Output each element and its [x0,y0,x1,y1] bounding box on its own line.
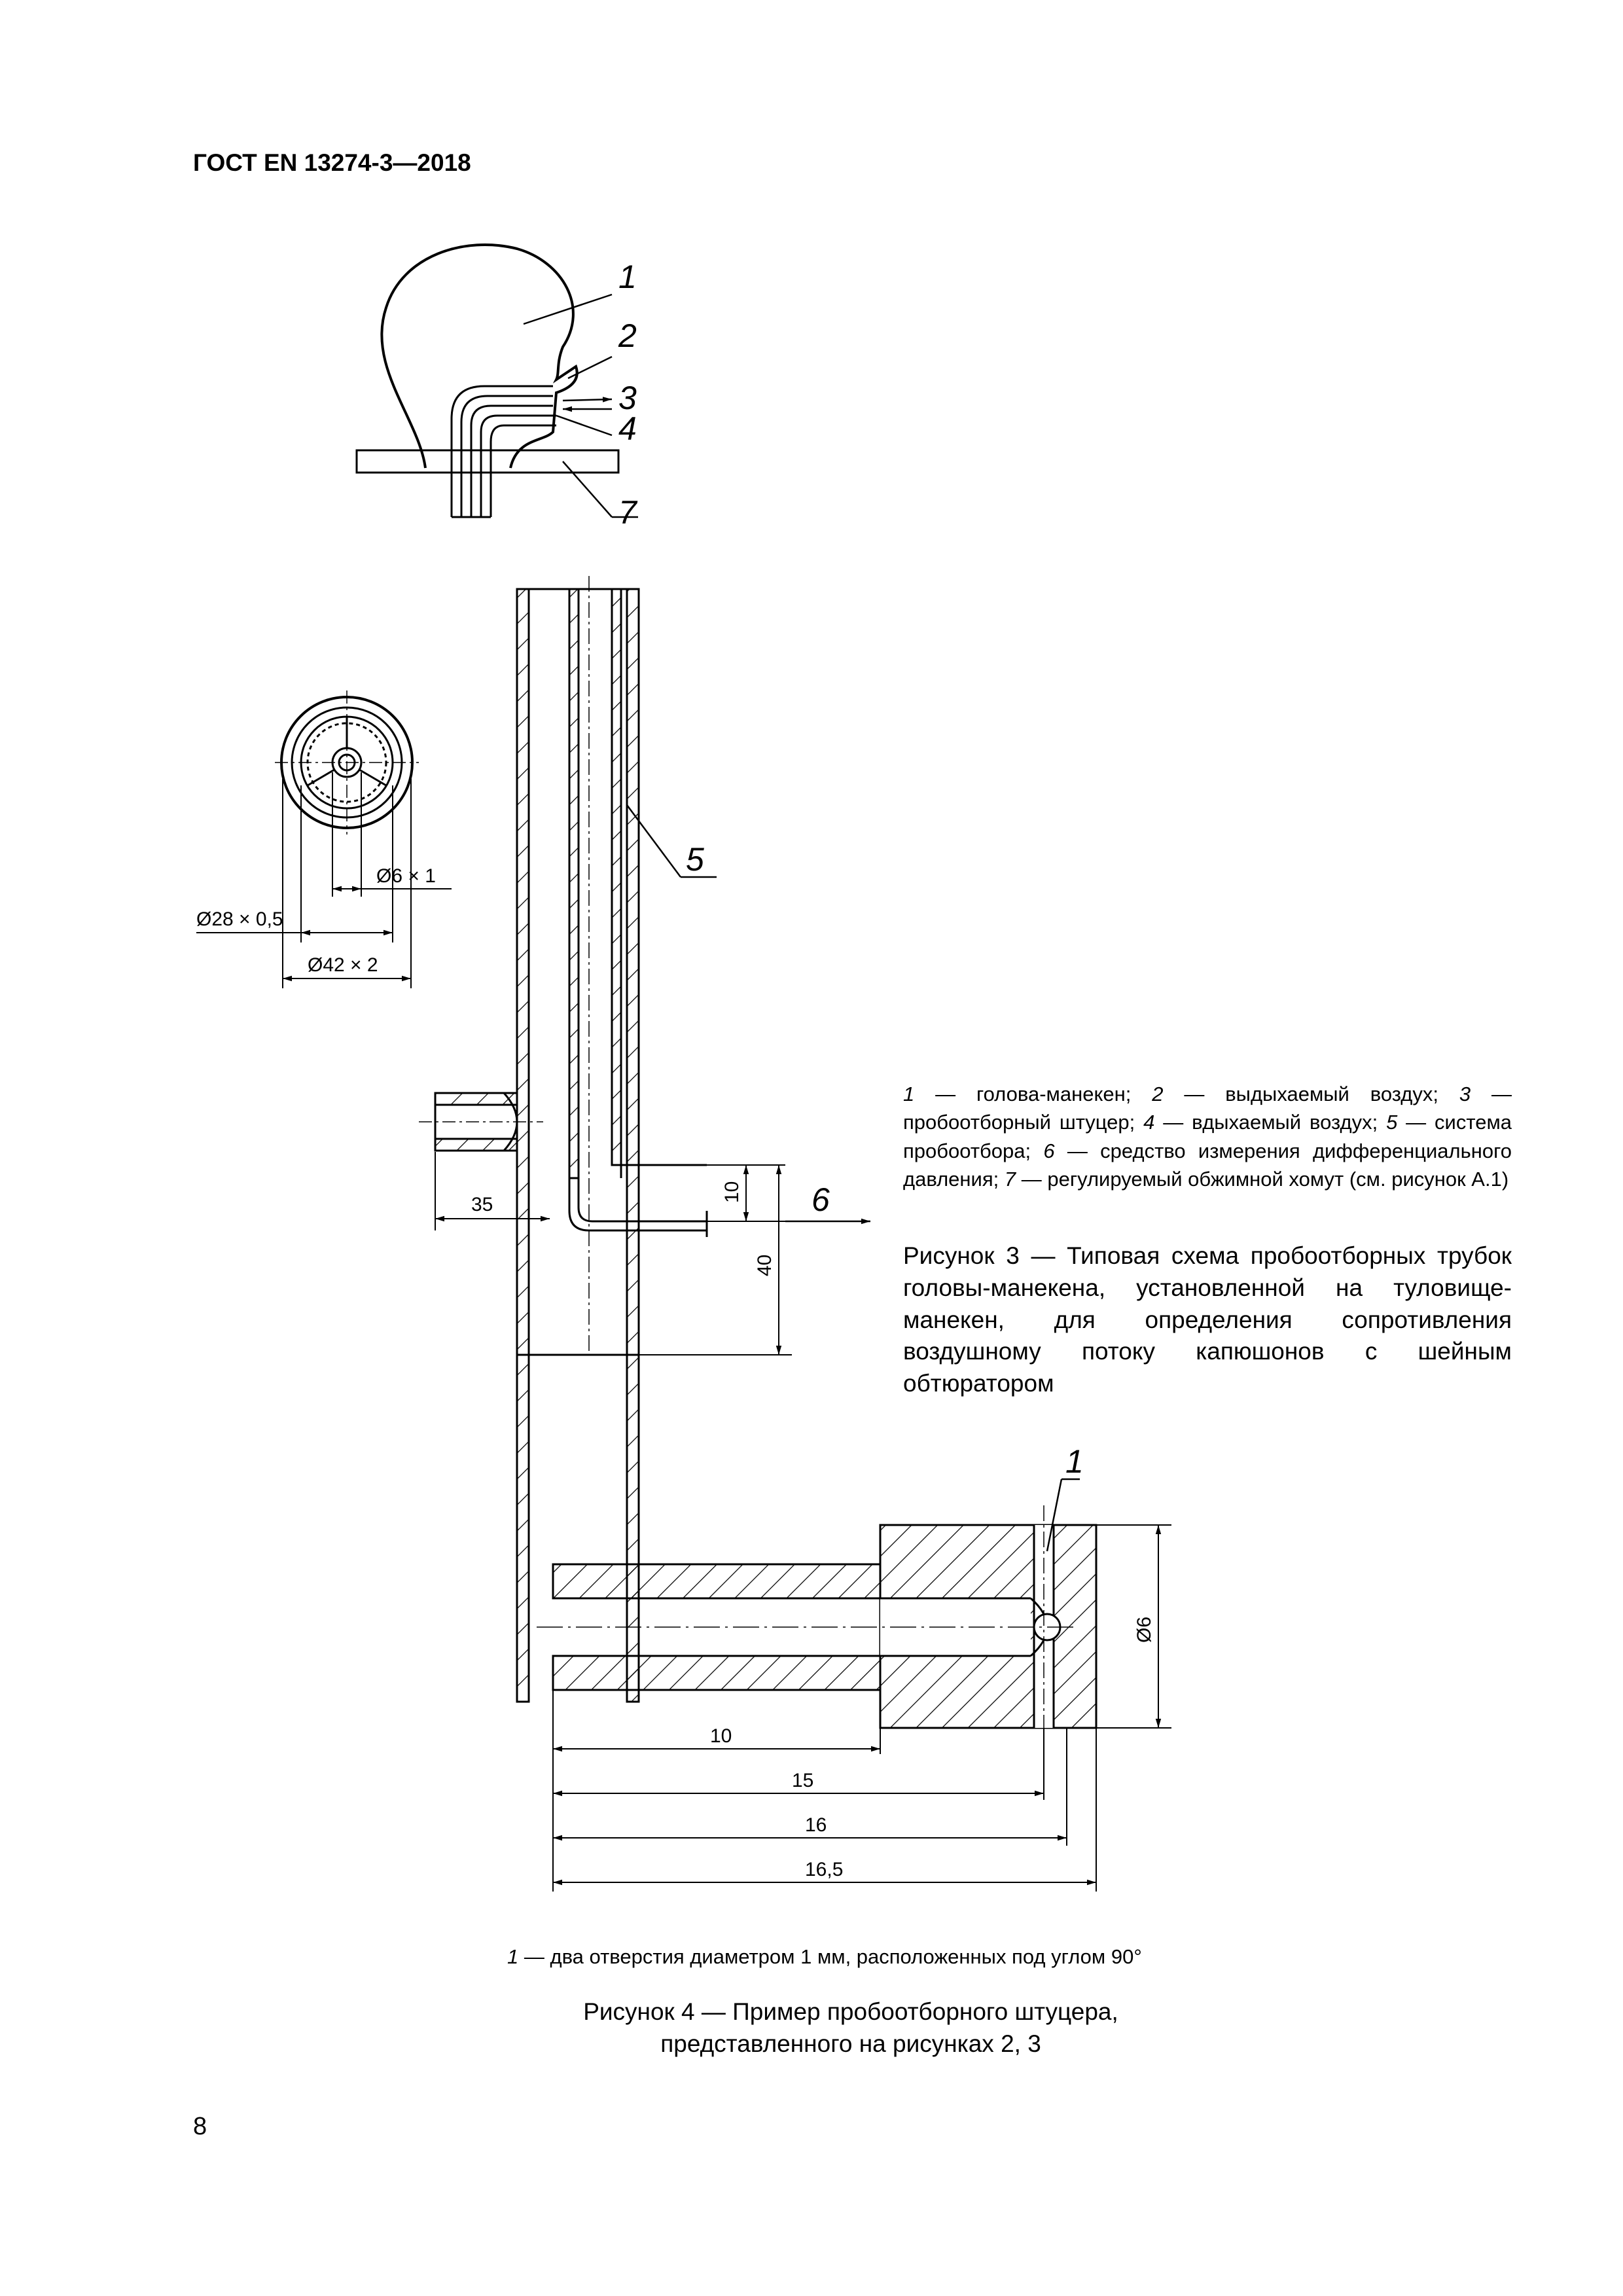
legend-text: — вдыхаемый воздух; [1154,1111,1387,1134]
dim-offset: 10 [721,1181,743,1203]
callout-3: 3 [618,380,637,416]
legend-text: — два отверстия диаметром 1 мм, расположенных под углом 90° [518,1945,1142,1968]
callout-6: 6 [812,1181,830,1218]
legend-key: 2 [1152,1083,1164,1105]
figure3-sampling-system [419,576,870,1702]
dim-16-5: 16,5 [805,1859,844,1880]
figure3-caption: Рисунок 3 — Типовая схема пробоотборных трубок головы-манекена, установленной на туловище-манекен, для определения сопротивления воздушному потоку капюшонов с шейным обтюратором [903,1242,1512,1397]
callout-7: 7 [618,494,637,531]
dim-16: 16 [805,1814,827,1836]
dim-15: 15 [792,1770,814,1791]
legend-text: — выдыхаемый воздух; [1163,1083,1459,1105]
dim-ring-inner: Ø28 × 0,5 [196,908,283,930]
document-header: ГОСТ EN 13274-3—2018 [193,149,471,176]
dim-height: 40 [754,1254,776,1276]
dim-tube-diameter: Ø6 × 1 [376,865,436,887]
dim-10: 10 [710,1725,732,1747]
legend-text: — средство измерения дифференциального давления; [903,1139,1512,1191]
callout-5: 5 [686,841,704,878]
figure4-caption-line1: Рисунок 4 — Пример пробоотборного штуцера, [583,1998,1118,2025]
legend-key: 5 [1386,1111,1398,1134]
dim-nozzle-diameter: Ø6 [1133,1616,1155,1643]
mannequin-head-outline [382,245,577,468]
figure4-caption-line2: представленного на рисунках 2, 3 [660,2030,1041,2057]
legend-text: — голова-манекен; [914,1083,1152,1105]
figure4-legend [507,1943,1227,1971]
legend-key: 7 [1004,1168,1016,1191]
legend-text: — регулируемый обжимной хомут (см. рисунок А.1) [1016,1168,1509,1191]
legend-key: 1 [903,1083,915,1105]
figure3-legend [903,1080,1512,1194]
callout-2: 2 [618,317,637,354]
legend-text: — система пробоотбора; [903,1111,1512,1162]
dim-side-port: 35 [471,1194,493,1215]
legend-key: 6 [1043,1139,1055,1162]
page-number: 8 [193,2113,207,2140]
figure3-cross-section [196,691,452,988]
legend-key: 3 [1459,1083,1471,1105]
legend-text: — пробоотборный штуцер; [903,1083,1512,1134]
fig4-callout-1: 1 [1065,1443,1084,1480]
base-plate [357,450,618,473]
legend-key: 4 [1143,1111,1155,1134]
callout-4: 4 [618,410,637,447]
callout-1: 1 [618,259,637,295]
legend-key: 1 [507,1945,519,1968]
figure3-head-drawing [357,245,638,517]
figure4-caption [419,1996,1283,2060]
dim-ring-outer: Ø42 × 2 [308,954,378,976]
